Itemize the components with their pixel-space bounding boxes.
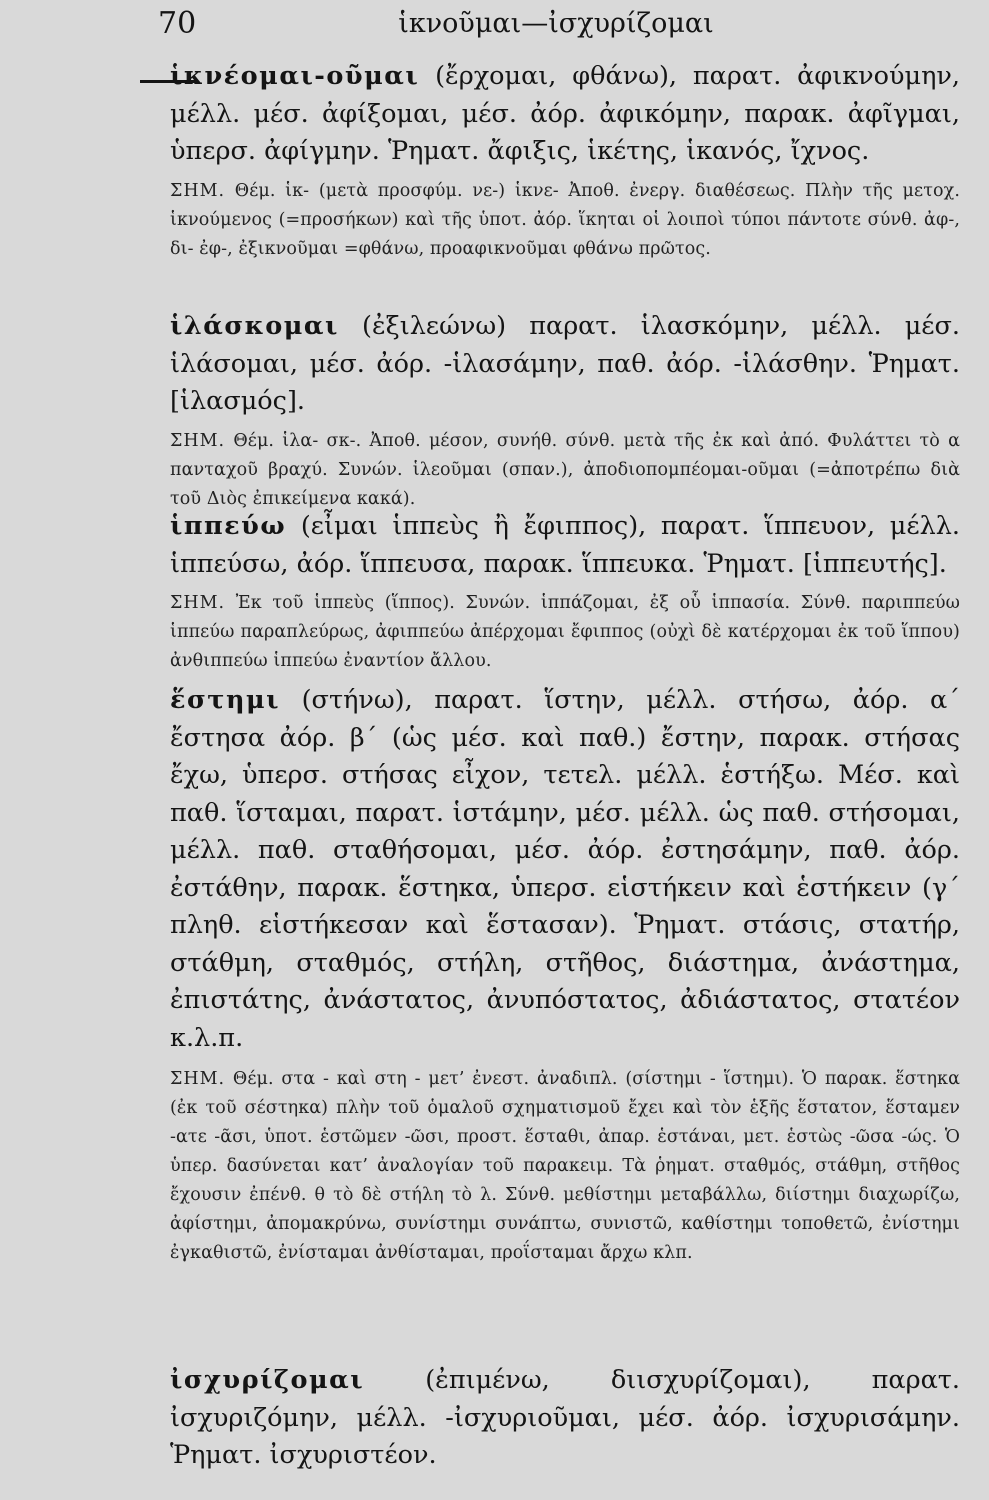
- entry-definition: (ἐπιμένω, διισχυρίζομαι), παρατ. ἰσχυριζόμην, μέλλ. -ἰσχυριοῦμαι, μέσ. ἀόρ. ἰσχυρισάμην. Ῥηματ. ἰσχυριστέον.: [170, 1365, 961, 1470]
- entry-note: [170, 1065, 960, 1268]
- note-text: Ἐκ τοῦ ἱππεὺς (ἵππος). Συνών. ἱππάζομαι, ἐξ οὗ ἱππασία. Σύνθ. παριππεύω ἱππεύω παραπλεύρως, ἀφιππεύω ἀπέρχομαι ἔφιππος (οὐχὶ δὲ κατέρχομαι ἐκ τοῦ ἵππου) ἀνθιππεύω ἱππεύω ἐναντίον ἄλλου.: [170, 593, 960, 671]
- note-label: ΣΗΜ.: [170, 1069, 226, 1089]
- note-label: ΣΗΜ.: [170, 430, 226, 451]
- entry-hippeuo: [170, 508, 960, 676]
- note-label: ΣΗΜ.: [170, 180, 226, 201]
- entry-main-text: [170, 1362, 960, 1475]
- entry-main-text: [170, 58, 960, 171]
- head-word: ἱλάσκομαι: [170, 311, 339, 341]
- page-number: 70: [158, 6, 197, 41]
- head-word: ἰσχυρίζομαι: [170, 1365, 365, 1395]
- note-label: ΣΗΜ.: [170, 593, 226, 613]
- entry-note: [170, 589, 960, 676]
- head-word: ἱκνέομαι-οῦμαι: [170, 61, 420, 91]
- entry-ischyrizomai: [170, 1362, 960, 1475]
- entry-definition: (ἔρχομαι, φθάνω), παρατ. ἀφικνούμην, μέλλ. μέσ. ἀφίξομαι, μέσ. ἀόρ. ἀφικόμην, παρακ. ἀφῖγμαι, ὑπερσ. ἀφίγμην. Ῥηματ. ἄφιξις, ἱκέτης, ἱκανός, ἴχνος.: [170, 61, 960, 166]
- head-word: ἱππεύω: [170, 511, 287, 541]
- entry-iknoumai: [170, 58, 960, 264]
- entry-main-text: [170, 682, 960, 1057]
- running-head: ἱκνοῦμαι—ἰσχυρίζομαι: [398, 8, 714, 39]
- entry-note: [170, 177, 960, 264]
- note-text: Θέμ. ἱκ- (μετὰ προσφύμ. νε-) ἱκνε- Ἀποθ. ἐνεργ. διαθέσεως. Πλὴν τῆς μετοχ. ἱκνούμενος (=προσήκων) καὶ τῆς ὑποτ. ἀόρ. ἵκηται οἱ λοιποὶ τύποι πάντοτε σύνθ. ἀφ-, δι- ἐφ-, ἐξικνοῦμαι =φθάνω, προαφικνοῦμαι φθάνω πρῶτος.: [170, 180, 960, 259]
- entry-definition: (στήνω), παρατ. ἵστην, μέλλ. στήσω, ἀόρ. α΄ ἔστησα ἀόρ. β΄ (ὡς μέσ. καὶ παθ.) ἔστην, παρακ. στήσας ἔχω, ὑπερσ. στήσας εἶχον, τετελ. μέλλ. ἑστήξω. Μέσ. καὶ παθ. ἵσταμαι, παρατ. ἱστάμην, μέσ. μέλλ. ὡς παθ. στήσομαι, μέλλ. παθ. σταθήσομαι, μέσ. ἀόρ. ἐστησάμην, παθ. ἀόρ. ἐστάθην, παρακ. ἕστηκα, ὑπερσ. εἱστήκειν καὶ ἑστήκειν (γ΄ πληθ. εἱστήκεσαν καὶ ἕστασαν). Ῥηματ. στάσις, στατήρ, στάθμη, σταθμός, στήλη, στῆθος, διάστημα, ἀνάστημα, ἐπιστάτης, ἀνάστατος, ἀνυπόστατος, ἀδιάστατος, στατέον κ.λ.π.: [170, 685, 960, 1053]
- entry-definition: (ἐξιλεώνω) παρατ. ἱλασκόμην, μέλλ. μέσ. ἱλάσομαι, μέσ. ἀόρ. -ἱλασάμην, παθ. ἀόρ. -ἱλάσθην. Ῥηματ. [ἱλασμός].: [170, 311, 961, 416]
- entry-main-text: [170, 508, 960, 583]
- entry-note: [170, 427, 960, 514]
- entry-definition: (εἶμαι ἱππεὺς ἢ ἔφιππος), παρατ. ἵππευον, μέλλ. ἱππεύσω, ἀόρ. ἵππευσα, παρακ. ἵππευκα. Ῥηματ. [ἱππευτής].: [170, 511, 960, 579]
- entry-hilaskomai: [170, 308, 960, 514]
- note-text: Θέμ. στα - καὶ στη - μετ’ ἐνεστ. ἀναδιπλ. (σίστημι - ἵστημι). Ὁ παρακ. ἕστηκα (ἐκ τοῦ σέστηκα) πλὴν τοῦ ὁμαλοῦ σχηματισμοῦ ἔχει καὶ τὸν ἑξῆς ἕστατον, ἕσταμεν -ατε -ᾶσι, ὑποτ. ἑστῶμεν -ῶσι, προστ. ἕσταθι, ἀπαρ. ἑστάναι, μετ. ἑστὼς -ῶσα -ώς. Ὁ ὑπερ. δασύνεται κατ’ ἀναλογίαν τοῦ παρακειμ. Τὰ ῥηματ. σταθμός, στάθμη, στῆθος ἔχουσιν ἐπένθ. θ τὸ δὲ στήλη τὸ λ. Σύνθ. μεθίστημι μεταβάλλω, διίστημι διαχωρίζω, ἀφίστημι, ἀπομακρύνω, συνίστημι συνάπτω, συνιστῶ, καθίστημι τοποθετῶ, ἐνίστημι ἐγκαθιστῶ, ἐνίσταμαι ἀνθίσταμαι, προΐσταμαι ἄρχω κλπ.: [170, 1069, 960, 1263]
- head-word: ἕστημι: [170, 685, 281, 715]
- entry-main-text: [170, 308, 960, 421]
- note-text: Θέμ. ἱλα- σκ-. Ἀποθ. μέσον, συνήθ. σύνθ. μετὰ τῆς ἐκ καὶ ἀπό. Φυλάττει τὸ α πανταχοῦ βραχύ. Συνών. ἱλεοῦμαι (σπαν.), ἀποδιοπομπέομαι-οῦμαι (=ἀποτρέπω διὰ τοῦ Διὸς ἐπικείμενα κακά).: [170, 430, 961, 509]
- entry-histemi: [170, 682, 960, 1268]
- page-header: [158, 6, 954, 50]
